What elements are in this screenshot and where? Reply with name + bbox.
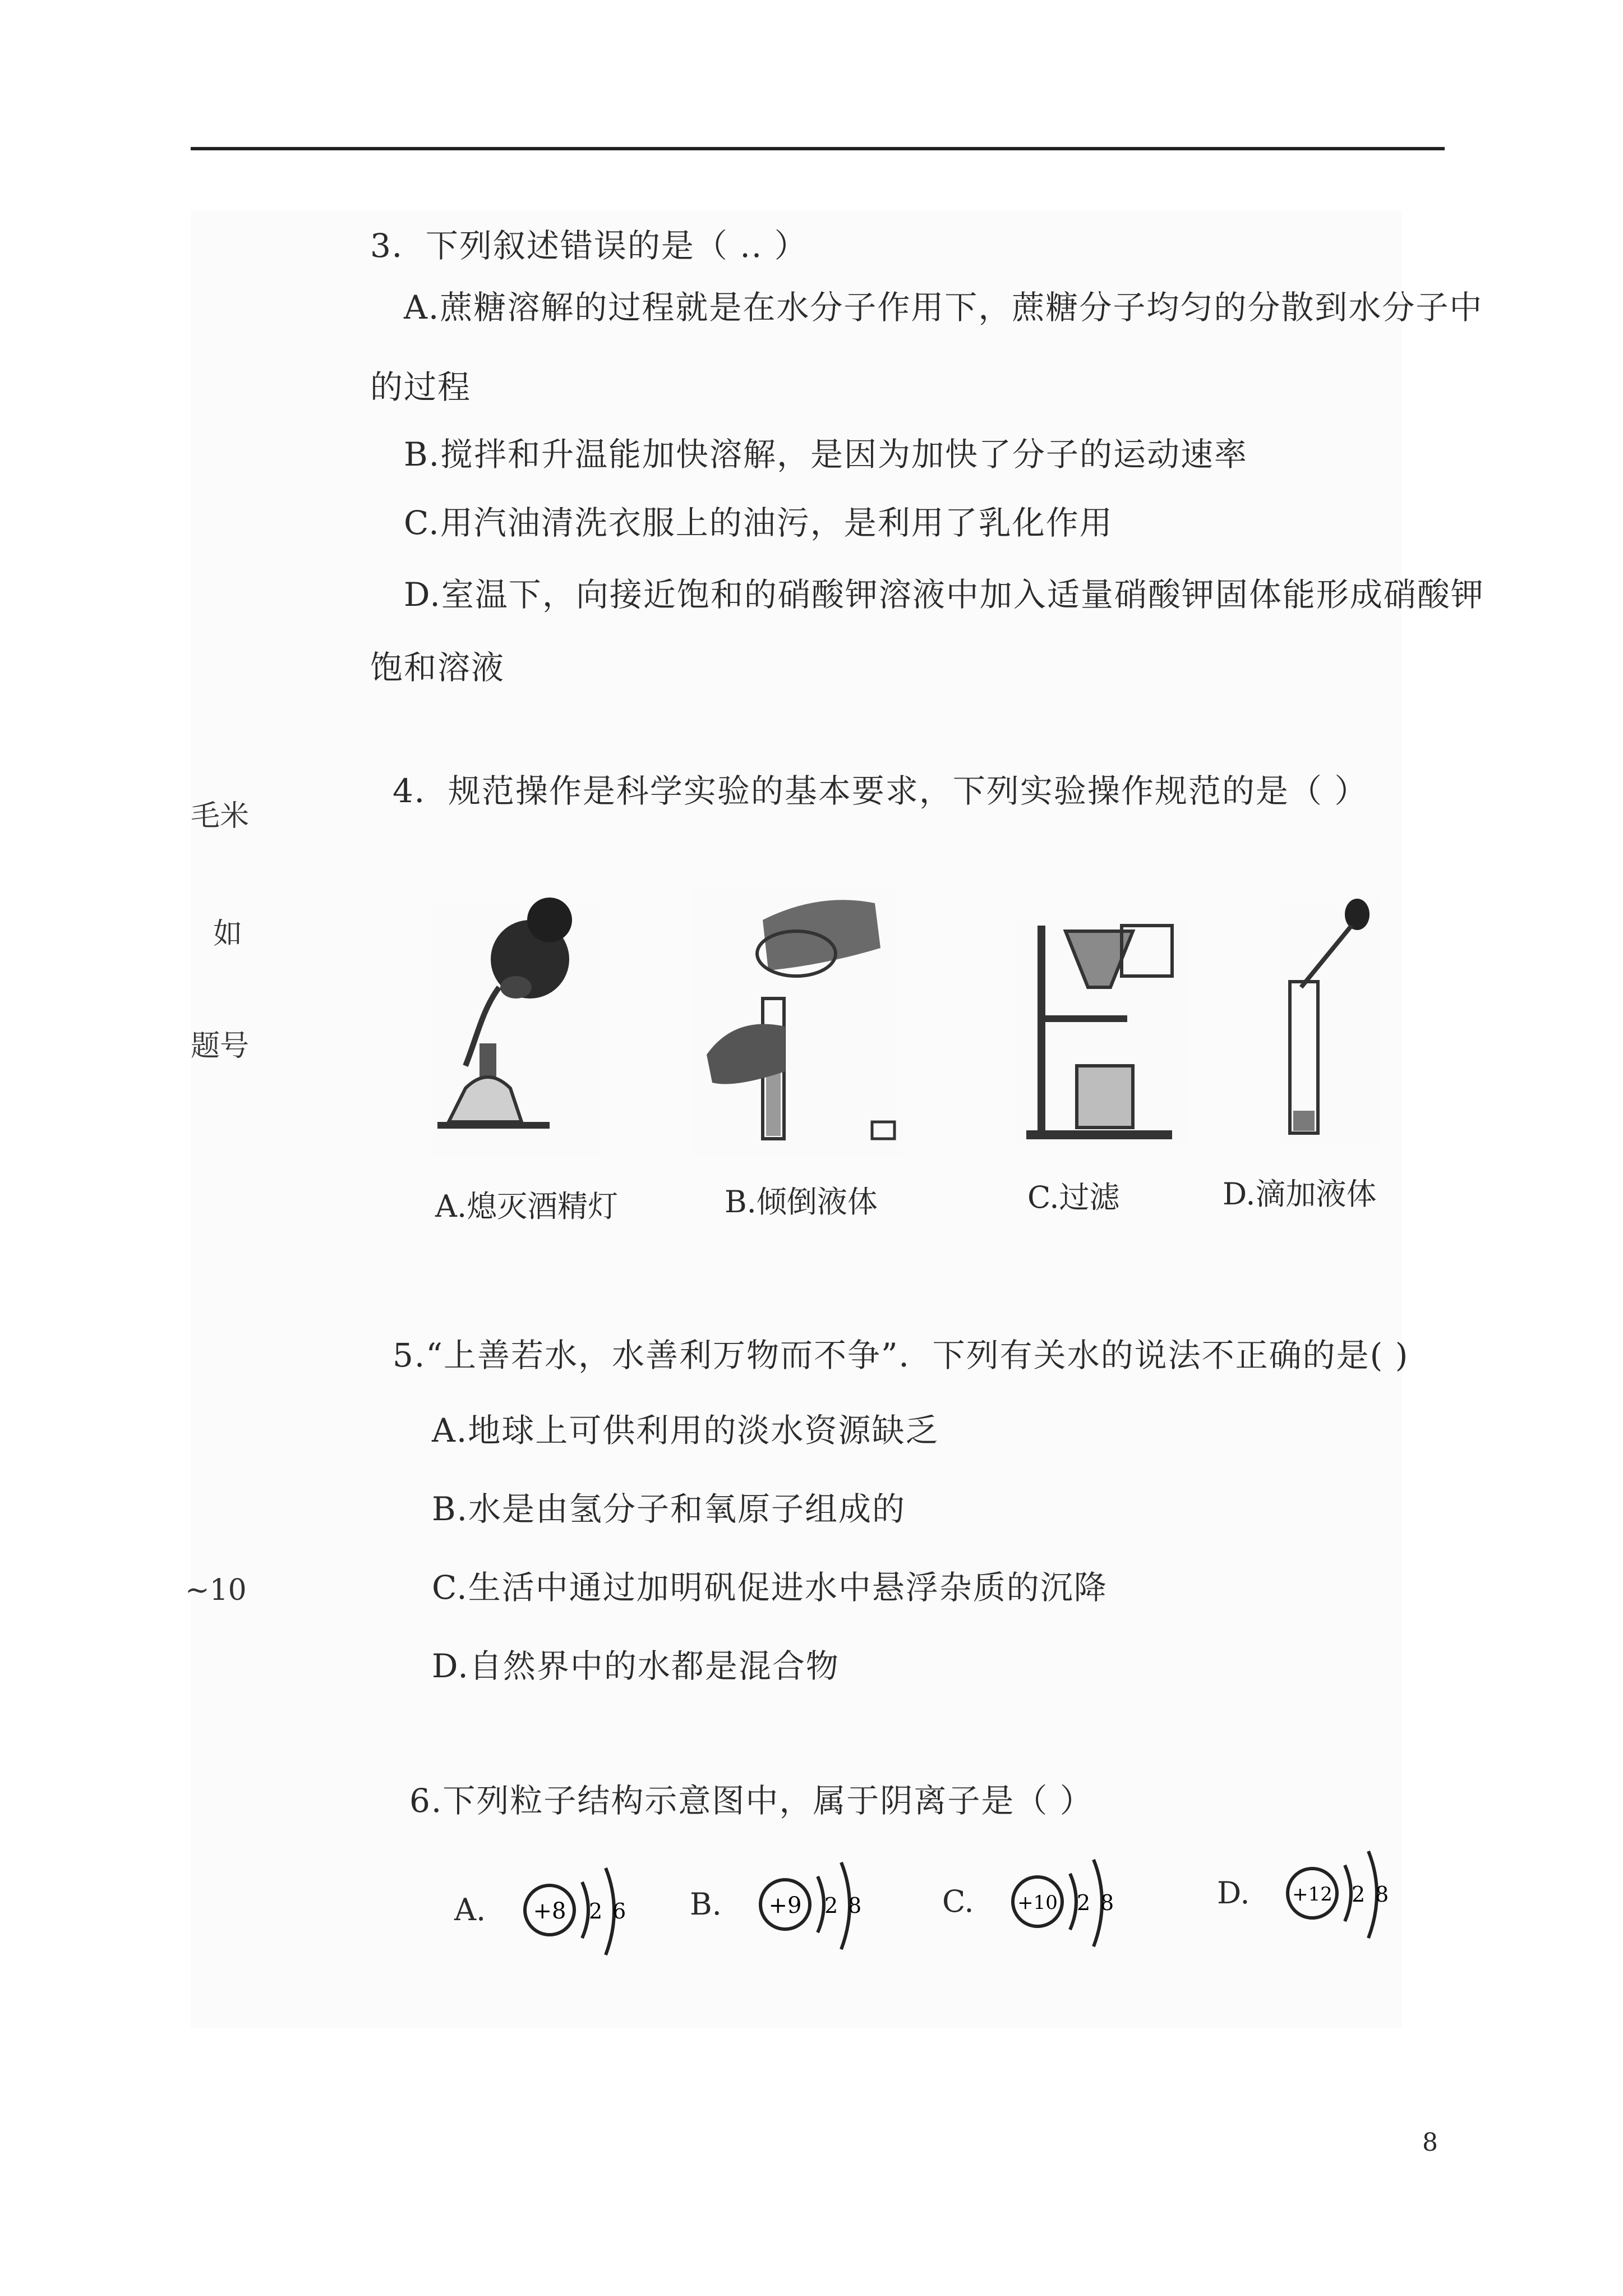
atom-b-label: B. [690,1887,722,1922]
atom-b-shell-2: 8 [848,1893,862,1918]
atom-a-label: A. [454,1892,486,1927]
q4-stem: 4．规范操作是科学实验的基本要求，下列实验操作规范的是（ ） [393,772,1368,810]
atom-c-shell-1: 2 [1077,1890,1091,1915]
page-number: 8 [1422,2128,1438,2157]
pour-liquid-figure [690,886,903,1156]
atom-c-nucleus: +10 [1017,1892,1058,1914]
q3-option-c: C.用汽油清洗衣服上的油污，是利用了乳化作用 [404,504,1113,542]
atom-a-shell-1: 2 [589,1899,603,1924]
q3-option-a: A.蔗糖溶解的过程就是在水分子作用下，蔗糖分子均匀的分散到水分子中 [404,288,1483,326]
filtration-figure [1009,914,1189,1150]
atom-c-shell-2: 8 [1100,1890,1114,1915]
atom-a-structure [516,1851,651,1997]
atom-d-label: D. [1217,1875,1250,1911]
atom-a-shell-2: 6 [612,1899,626,1924]
q5-option-c: C.生活中通过加明矾促进水中悬浮杂质的沉降 [432,1568,1108,1607]
atom-b-shell-1: 2 [824,1893,838,1918]
q3-option-d: D.室温下，向接近饱和的硝酸钾溶液中加入适量硝酸钾固体能形成硝酸钾 [404,576,1484,614]
atom-diagram-a [454,1851,656,1997]
q5-option-a: A.地球上可供利用的淡水资源缺乏 [432,1411,939,1450]
q5-option-b: B.水是由氢分子和氧原子组成的 [432,1490,906,1528]
atom-diagram-b [690,1846,892,1991]
atom-diagram-d [1217,1834,1419,1980]
atom-d-nucleus: +12 [1292,1883,1332,1906]
q4-caption-c: C.过滤 [1027,1180,1120,1215]
margin-note-1: 毛米 [191,799,250,833]
extinguish-alcohol-lamp-figure [432,898,600,1156]
atom-a-nucleus: +8 [533,1898,566,1924]
margin-note-2: 如 [213,917,243,951]
atom-diagram-c [942,1843,1144,1989]
q3-stem: 3．下列叙述错误的是（ .. ） [370,227,808,265]
q5-option-d: D.自然界中的水都是混合物 [432,1647,840,1685]
q5-stem: 5.“上善若水，水善利万物而不争”．下列有关水的说法不正确的是( ) [393,1336,1409,1374]
atom-c-structure [1004,1843,1138,1989]
atom-d-shell-1: 2 [1352,1882,1366,1907]
atom-d-shell-2: 8 [1375,1882,1389,1907]
atom-d-structure [1279,1834,1413,1980]
q3-option-b: B.搅拌和升温能加快溶解，是因为加快了分子的运动速率 [404,435,1248,473]
atom-b-structure [751,1846,886,1991]
q4-caption-b: B.倾倒液体 [725,1184,878,1220]
atom-b-nucleus: +9 [768,1893,802,1918]
q4-caption-a: A.熄灭酒精灯 [435,1189,619,1224]
q3-option-d-cont: 饱和溶液 [370,648,505,687]
header-rule [191,147,1445,150]
q6-stem: 6.下列粒子结构示意图中，属于阴离子是（ ） [409,1782,1094,1820]
atom-c-label: C. [942,1884,974,1919]
q3-option-a-cont: 的过程 [370,368,472,406]
q4-caption-d: D.滴加液体 [1223,1176,1377,1212]
margin-note-4: ~10 [185,1573,247,1607]
drop-liquid-figure [1279,898,1380,1144]
margin-note-3: 题号 [191,1029,250,1063]
